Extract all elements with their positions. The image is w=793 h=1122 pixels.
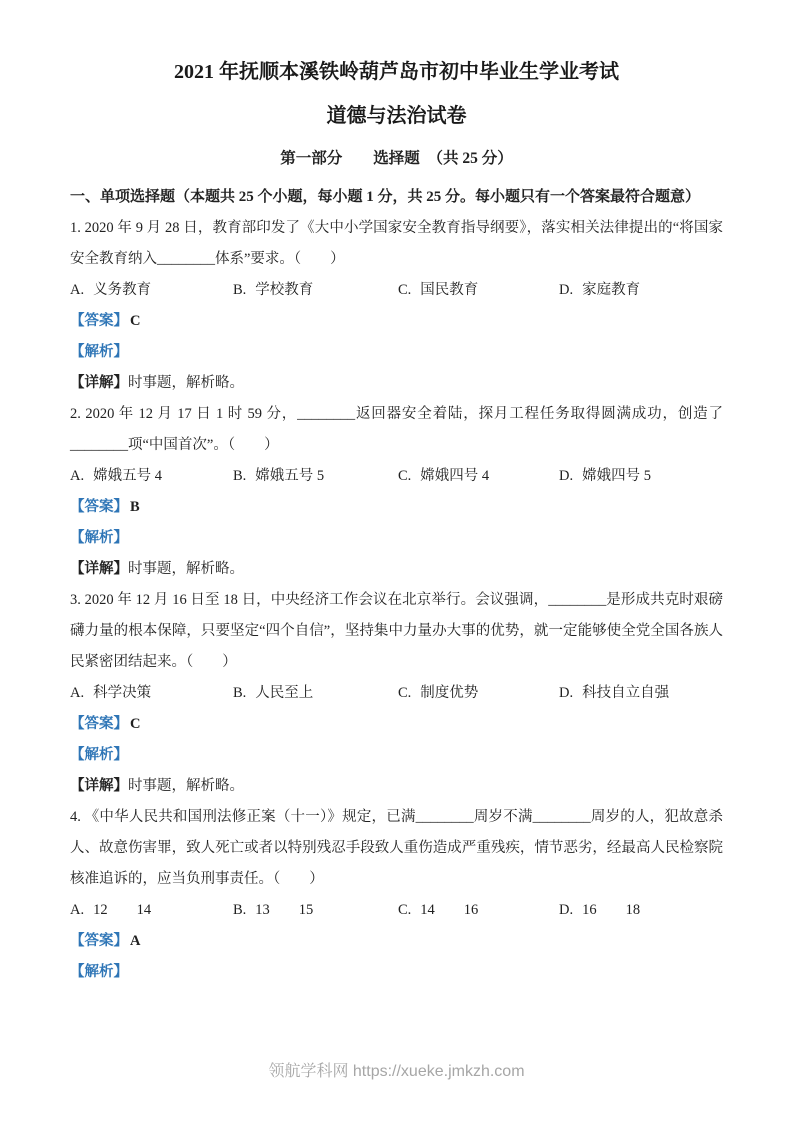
question-2-analysis-row [70, 523, 723, 554]
option-text: 人民至上 [255, 685, 314, 701]
question-2 [70, 399, 723, 585]
option-key: A. [70, 685, 85, 701]
option-key: C. [398, 902, 412, 918]
question-2-option-a [70, 461, 233, 492]
analysis-label: 【解析】 [70, 530, 128, 546]
question-2-stem: 2. 2020 年 12 月 17 日 1 时 59 分，________返回器安全着陆，探月工程任务取得圆满成功，创造了________项“中国首次”。（ ） [70, 406, 723, 453]
option-text: 科学决策 [93, 685, 152, 701]
question-4-answer-row [70, 926, 723, 957]
question-3-options [70, 678, 723, 709]
question-4 [70, 802, 723, 988]
question-3-option-a [70, 678, 233, 709]
question-3 [70, 585, 723, 802]
option-key: C. [398, 468, 412, 484]
analysis-label: 【解析】 [70, 964, 128, 980]
option-text: 嫦娥四号 4 [420, 468, 490, 484]
question-4-option-c [398, 895, 559, 926]
question-2-answer-row [70, 492, 723, 523]
question-2-option-d [559, 461, 723, 492]
option-key: C. [398, 685, 412, 701]
option-text: 嫦娥四号 5 [582, 468, 651, 484]
option-text: 国民教育 [420, 282, 479, 298]
watermark-footer: 领航学科网 https://xueke.jmkzh.com [268, 1063, 525, 1080]
option-key: B. [233, 468, 247, 484]
question-2-detail-row [70, 554, 723, 585]
option-key: A. [70, 902, 85, 918]
question-3-option-b [233, 678, 398, 709]
question-4-option-a [70, 895, 233, 926]
option-text: 12 14 [93, 902, 152, 918]
option-text: 14 16 [420, 902, 479, 918]
exam-subtitle: 道德与法治试卷 [326, 105, 467, 127]
question-3-detail-row [70, 771, 723, 802]
question-4-option-d [559, 895, 723, 926]
option-key: D. [559, 468, 574, 484]
question-1-option-c [398, 275, 559, 306]
detail-text: 时事题，解析略。 [128, 375, 244, 391]
question-3-stem: 3. 2020 年 12 月 16 日至 18 日，中央经济工作会议在北京举行。会议强调，________是形成共克时艰磅礴力量的根本保障，只要坚定“四个自信”，坚持集中力量办大事的优势，就一定能够使全党全国各族人民紧密团结起来。（ ） [70, 592, 723, 670]
option-text: 嫦娥五号 4 [93, 468, 162, 484]
section-intro: 一、单项选择题（本题共 25 个小题，每小题 1 分，共 25 分。每小题只有一个答案最符合题意） [70, 189, 701, 205]
question-1-option-a [70, 275, 233, 306]
question-3-analysis-row [70, 740, 723, 771]
answer-letter: A [130, 933, 141, 949]
answer-label: 【答案】 [70, 313, 128, 329]
detail-label: 【详解】 [70, 561, 128, 577]
question-3-option-d [559, 678, 723, 709]
option-text: 义务教育 [93, 282, 152, 298]
option-text: 13 15 [255, 902, 314, 918]
question-2-option-c [398, 461, 559, 492]
answer-letter: C [130, 313, 141, 329]
question-4-option-b [233, 895, 398, 926]
option-key: D. [559, 282, 574, 298]
question-1 [70, 213, 723, 399]
question-1-detail-row [70, 368, 723, 399]
exam-title: 2021 年抚顺本溪铁岭葫芦岛市初中毕业生学业考试 [174, 61, 619, 83]
detail-text: 时事题，解析略。 [128, 778, 244, 794]
answer-label: 【答案】 [70, 716, 128, 732]
question-1-options [70, 275, 723, 306]
question-4-options [70, 895, 723, 926]
question-1-option-d [559, 275, 723, 306]
detail-label: 【详解】 [70, 778, 128, 794]
answer-label: 【答案】 [70, 499, 128, 515]
question-4-stem: 4. 《中华人民共和国刑法修正案（十一）》规定，已满________周岁不满________周岁的人，犯故意杀人、故意伤害罪，致人死亡或者以特别残忍手段致人重伤造成严重残疾，情节恶劣，经最高人民检察院核准追诉的，应当负刑事责任。（ ） [70, 809, 723, 887]
detail-text: 时事题，解析略。 [128, 561, 244, 577]
answer-label: 【答案】 [70, 933, 128, 949]
question-4-analysis-row [70, 957, 723, 988]
option-text: 制度优势 [420, 685, 479, 701]
option-text: 嫦娥五号 5 [255, 468, 325, 484]
question-3-option-c [398, 678, 559, 709]
answer-letter: B [130, 499, 140, 515]
question-1-answer-row [70, 306, 723, 337]
option-text: 科技自立自强 [582, 685, 670, 701]
option-key: B. [233, 685, 247, 701]
option-key: B. [233, 902, 247, 918]
option-text: 家庭教育 [582, 282, 641, 298]
question-1-stem: 1. 2020 年 9 月 28 日，教育部印发了《大中小学国家安全教育指导纲要》，落实相关法律提出的“将国家安全教育纳入________体系”要求。（ ） [70, 220, 723, 267]
option-key: D. [559, 902, 574, 918]
option-key: C. [398, 282, 412, 298]
question-1-option-b [233, 275, 398, 306]
option-key: B. [233, 282, 247, 298]
detail-label: 【详解】 [70, 375, 128, 391]
option-key: D. [559, 685, 574, 701]
analysis-label: 【解析】 [70, 344, 128, 360]
analysis-label: 【解析】 [70, 747, 128, 763]
question-3-answer-row [70, 709, 723, 740]
question-1-analysis-row [70, 337, 723, 368]
option-text: 学校教育 [255, 282, 314, 298]
answer-letter: C [130, 716, 141, 732]
question-2-option-b [233, 461, 398, 492]
option-text: 16 18 [582, 902, 641, 918]
option-key: A. [70, 468, 85, 484]
part-heading: 第一部分 选择题 （共 25 分） [280, 150, 513, 167]
question-2-options [70, 461, 723, 492]
option-key: A. [70, 282, 85, 298]
